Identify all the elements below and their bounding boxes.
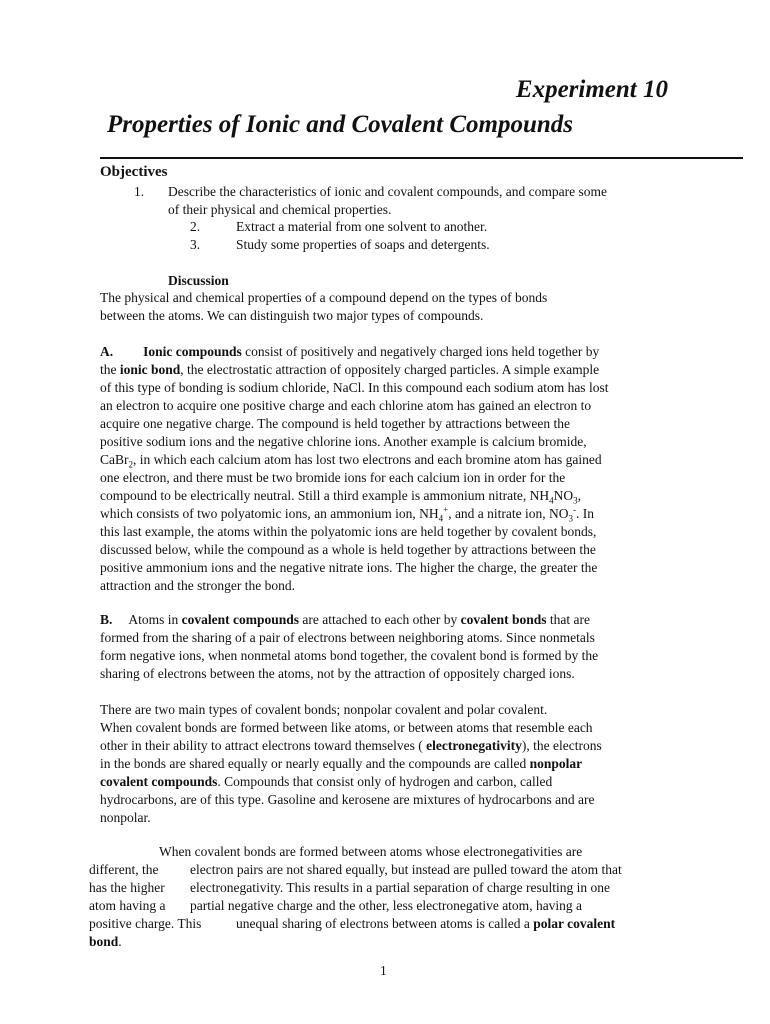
section-a-line: one electron, and there must be two bromide ions for each calcium ion in order for the [100,470,566,485]
paragraph-line: The physical and chemical properties of a compound depend on the types of bonds [100,290,548,305]
objective-text: Study some properties of soaps and detergents. [236,237,490,252]
section-a-line: discussed below, while the compound as a whole is held together by attractions between the [100,542,596,557]
paragraph-line: has the higher [89,880,165,895]
objectives-heading: Objectives [100,164,168,180]
term-covalent-bonds: covalent bonds [460,612,547,627]
term-bond: bond [89,934,119,949]
section-b-line: formed from the sharing of a pair of electrons between neighboring atoms. Since nonmetals [100,630,595,645]
objective-text: Describe the characteristics of ionic and covalent compounds, and compare some [168,184,607,199]
paragraph-line: unequal sharing of electrons between atoms is called a polar covalent [236,916,616,931]
title-divider [100,157,743,159]
section-b-line: B. Atoms in covalent compounds are attached to each other by covalent bonds that are [100,612,590,627]
objective-number: 2. [190,219,201,234]
section-a-line: this last example, the atoms within the polyatomic ions are held together by covalent bonds, [100,524,597,539]
paragraph-line: When covalent bonds are formed between atoms whose electronegativities are [159,844,583,859]
paragraph-line: other in their ability to attract electrons toward themselves ( electronegativity), the electrons [100,738,602,753]
term-ionic-compounds: Ionic compounds [143,344,242,359]
term-ionic-bond: ionic bond [119,362,181,377]
page-number: 1 [380,963,387,978]
paragraph-line: There are two main types of covalent bonds; nonpolar covalent and polar covalent. [100,702,548,717]
paragraph-line: positive charge. This [89,916,202,931]
section-a-line: an electron to acquire one positive charge and each chlorine atom has gained an electron to [100,398,592,413]
term-polar-covalent: polar covalent [533,916,616,931]
section-b-line: sharing of electrons between the atoms, not by the attraction of oppositely charged ions. [100,666,575,681]
paragraph-line: hydrocarbons, are of this type. Gasoline and kerosene are mixtures of hydrocarbons and are [100,792,595,807]
page-title: Properties of Ionic and Covalent Compounds [107,111,574,138]
paragraph-line: bond. [89,934,122,949]
paragraph-line: electronegativity. This results in a partial separation of charge resulting in one [190,880,610,895]
section-a-line: acquire one negative charge. The compound is held together by attractions between the [100,416,570,431]
paragraph-line: When covalent bonds are formed between like atoms, or between atoms that resemble each [100,720,593,735]
paragraph-line: atom having a [89,898,166,913]
section-a-line: compound to be electrically neutral. Still a third example is ammonium nitrate, $NH_4NO_3$, [100,488,582,506]
section-a-line: which consists of two polyatomic ions, an ammonium ion, $NH_4^+$, and a nitrate ion, $NO_3^-$. In [100,504,595,524]
section-a-line: CaBr$_2$, in which each calcium atom has lost two electrons and each bromine atom has gained [100,452,602,470]
term-nonpolar-covalent-compounds: covalent compounds [100,774,218,789]
paragraph-line: between the atoms. We can distinguish two major types of compounds. [100,308,484,323]
paragraph-line: electron pairs are not shared equally, but instead are pulled toward the atom that [190,862,622,877]
paragraph-line: partial negative charge and the other, less electronegative atom, having a [190,898,583,913]
term-electronegativity: electronegativity [426,738,522,753]
section-a-label: A. [100,344,114,359]
objective-number: 3. [190,237,201,252]
objective-text: Extract a material from one solvent to another. [236,219,488,234]
section-a-line: the ionic bond, the electrostatic attraction of oppositely charged particles. A simple example [100,362,600,377]
objective-text: of their physical and chemical properties. [168,202,392,217]
paragraph-line: covalent compounds. Compounds that consist only of hydrogen and carbon, called [100,774,553,789]
section-a-line: of this type of bonding is sodium chloride, NaCl. In this compound each sodium atom has lost [100,380,609,395]
section-a-line: positive sodium ions and the negative chlorine ions. Another example is calcium bromide, [100,434,587,449]
experiment-number: Experiment 10 [515,76,668,103]
paragraph-line: nonpolar. [100,810,151,825]
section-a-line: attraction and the stronger the bond. [100,578,295,593]
term-covalent-compounds: covalent compounds [181,612,300,627]
section-a-line: A. Ionic compounds consist of positively and negatively charged ions held together by [100,344,600,359]
term-nonpolar: nonpolar [529,756,583,771]
section-a-line: positive ammonium ions and the negative nitrate ions. The higher the charge, the greater the [100,560,598,575]
discussion-heading: Discussion [168,273,229,288]
objective-number: 1. [134,184,145,199]
paragraph-line: different, the [89,862,159,877]
section-b-line: form negative ions, when nonmetal atoms bond together, the covalent bond is formed by the [100,648,599,663]
paragraph-line: in the bonds are shared equally or nearly equally and the compounds are called nonpolar [100,756,583,771]
section-b-label: B. [100,612,113,627]
